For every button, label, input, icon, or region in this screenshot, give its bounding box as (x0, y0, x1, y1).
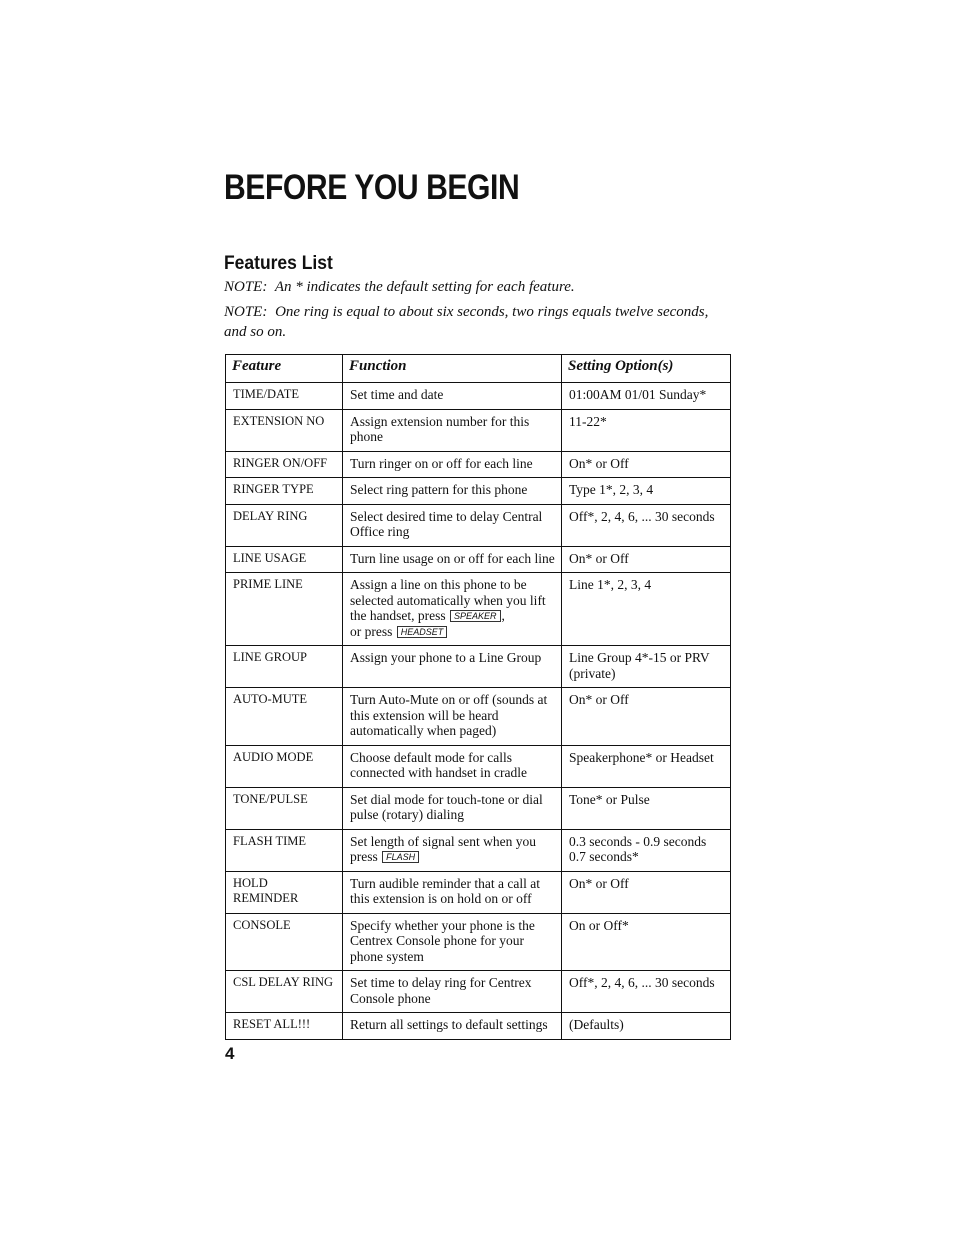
features-table (225, 354, 731, 1040)
feature-cell: CSL DELAY RING (226, 971, 343, 1013)
setting-line: 0.3 seconds - 0.9 seconds (569, 833, 707, 849)
function-text: , (501, 608, 505, 623)
function-cell: Assign extension number for this phone (343, 409, 562, 451)
feature-cell: RESET ALL!!! (226, 1013, 343, 1040)
feature-cell: PRIME LINE (226, 573, 343, 646)
setting-cell (562, 829, 731, 871)
setting-cell: On* or Off (562, 451, 731, 478)
page-title: BEFORE YOU BEGIN (224, 168, 520, 207)
section-title: Features List (224, 253, 333, 274)
table-row (226, 383, 731, 410)
table-row (226, 913, 731, 971)
header-feature: Feature (226, 355, 343, 383)
function-cell: Turn line usage on or off for each line (343, 546, 562, 573)
feature-cell: AUTO-MUTE (226, 688, 343, 746)
function-cell: Assign your phone to a Line Group (343, 646, 562, 688)
setting-cell: Off*, 2, 4, 6, ... 30 seconds (562, 971, 731, 1013)
setting-cell: 01:00AM 01/01 Sunday* (562, 383, 731, 410)
setting-cell: Line Group 4*-15 or PRV (private) (562, 646, 731, 688)
setting-cell: On or Off* (562, 913, 731, 971)
table-row (226, 829, 731, 871)
function-cell: Turn ringer on or off for each line (343, 451, 562, 478)
table-row (226, 409, 731, 451)
function-cell: Turn audible reminder that a call at this extension is on hold on or off (343, 871, 562, 913)
function-cell: Set dial mode for touch-tone or dial pulse (rotary) dialing (343, 787, 562, 829)
table-row (226, 1013, 731, 1040)
page-number: 4 (225, 1044, 235, 1063)
table-row (226, 787, 731, 829)
setting-cell: On* or Off (562, 546, 731, 573)
setting-cell: (Defaults) (562, 1013, 731, 1040)
function-cell: Turn Auto-Mute on or off (sounds at this extension will be heard automatically when paged) (343, 688, 562, 746)
setting-cell: Off*, 2, 4, 6, ... 30 seconds (562, 504, 731, 546)
setting-cell: On* or Off (562, 688, 731, 746)
setting-cell: Speakerphone* or Headset (562, 745, 731, 787)
feature-cell: TONE/PULSE (226, 787, 343, 829)
setting-line: 0.7 seconds* (569, 849, 639, 864)
table-header-row (226, 355, 731, 383)
table-row (226, 504, 731, 546)
feature-cell: FLASH TIME (226, 829, 343, 871)
function-cell: Select ring pattern for this phone (343, 478, 562, 505)
feature-cell: CONSOLE (226, 913, 343, 971)
note-text: An * indicates the default setting for each feature. (274, 279, 575, 295)
function-text: Set length of signal sent when you press (350, 833, 536, 864)
setting-cell: Tone* or Pulse (562, 787, 731, 829)
feature-cell: TIME/DATE (226, 383, 343, 410)
note-default-setting (224, 277, 724, 297)
setting-cell: On* or Off (562, 871, 731, 913)
feature-cell: HOLD REMINDER (226, 871, 343, 913)
table-row (226, 573, 731, 646)
setting-cell: Line 1*, 2, 3, 4 (562, 573, 731, 646)
note-text: One ring is equal to about six seconds, two rings equals twelve seconds, and so on. (224, 304, 709, 340)
feature-cell: LINE GROUP (226, 646, 343, 688)
function-cell: Select desired time to delay Central Office ring (343, 504, 562, 546)
table-row (226, 646, 731, 688)
header-function: Function (343, 355, 562, 383)
setting-cell: 11-22* (562, 409, 731, 451)
note-ring-duration (224, 302, 724, 342)
feature-cell: RINGER ON/OFF (226, 451, 343, 478)
table-row (226, 871, 731, 913)
function-cell (343, 829, 562, 871)
table-row (226, 688, 731, 746)
function-cell: Return all settings to default settings (343, 1013, 562, 1040)
note-label: NOTE: (224, 304, 268, 320)
headset-key-icon: HEADSET (397, 626, 448, 638)
feature-cell: LINE USAGE (226, 546, 343, 573)
function-cell (343, 573, 562, 646)
function-cell: Set time to delay ring for Centrex Console phone (343, 971, 562, 1013)
feature-cell: EXTENSION NO (226, 409, 343, 451)
table-row (226, 971, 731, 1013)
header-setting-options: Setting Option(s) (562, 355, 731, 383)
feature-cell: DELAY RING (226, 504, 343, 546)
table-row (226, 546, 731, 573)
speaker-key-icon: SPEAKER (450, 610, 501, 622)
note-label: NOTE: (224, 279, 268, 295)
table-row (226, 478, 731, 505)
setting-cell: Type 1*, 2, 3, 4 (562, 478, 731, 505)
function-text: or press (350, 623, 393, 639)
function-cell: Choose default mode for calls connected with handset in cradle (343, 745, 562, 787)
function-text: Assign a line on this phone to be selected automatically when you lift the handset, press (350, 577, 546, 623)
table-row (226, 451, 731, 478)
flash-key-icon: FLASH (382, 851, 419, 863)
table-row (226, 745, 731, 787)
function-cell: Set time and date (343, 383, 562, 410)
function-cell: Specify whether your phone is the Centrex Console phone for your phone system (343, 913, 562, 971)
feature-cell: AUDIO MODE (226, 745, 343, 787)
feature-cell: RINGER TYPE (226, 478, 343, 505)
